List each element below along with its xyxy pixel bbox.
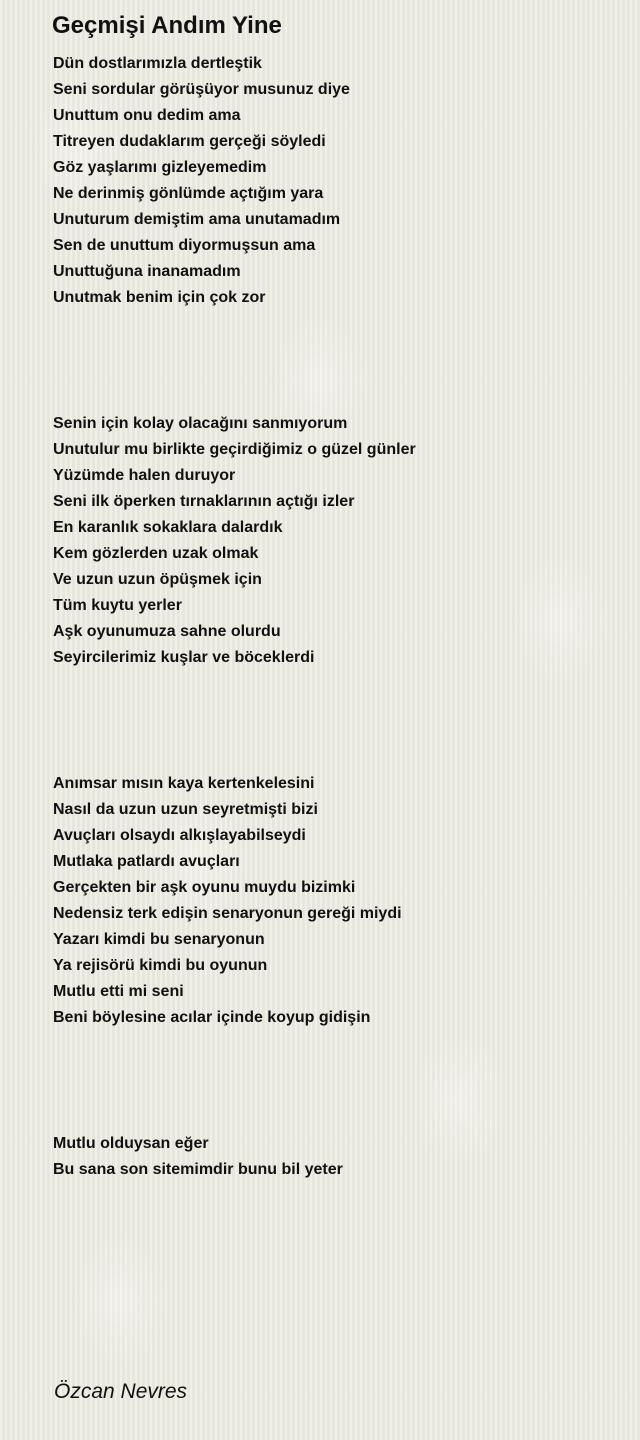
poem-line: Yüzümde halen duruyor bbox=[53, 467, 236, 484]
poem-line: Ne derinmiş gönlümde açtığım yara bbox=[53, 185, 324, 202]
poem-line: Dün dostlarımızla dertleştik bbox=[53, 55, 262, 72]
poem-line: Avuçları olsaydı alkışlayabilseydi bbox=[53, 827, 306, 844]
poem-line: Titreyen dudaklarım gerçeği söyledi bbox=[53, 133, 326, 150]
poem-line: Seni ilk öperken tırnaklarının açtığı izler bbox=[53, 493, 355, 510]
poem-line: Anımsar mısın kaya kertenkelesini bbox=[53, 775, 315, 792]
stanza-1 bbox=[53, 51, 350, 311]
poem-line: Unuttuğuna inanamadım bbox=[53, 263, 241, 280]
stanza-2 bbox=[53, 411, 416, 671]
author-name: Özcan Nevres bbox=[54, 1380, 188, 1403]
poem-line: Gerçekten bir aşk oyunu muydu bizimki bbox=[53, 879, 356, 896]
poem-line: Bu sana son sitemimdir bunu bil yeter bbox=[53, 1161, 343, 1178]
poem-line: Mutlu olduysan eğer bbox=[53, 1135, 209, 1152]
poem-line: Unuturum demiştim ama unutamadım bbox=[53, 211, 341, 228]
poem-line: Mutlaka patlardı avuçları bbox=[53, 853, 240, 870]
poem-line: Göz yaşlarımı gizleyemedim bbox=[53, 159, 267, 176]
poem-line: Seyircilerimiz kuşlar ve böceklerdi bbox=[53, 649, 315, 666]
poem-line: Ya rejisörü kimdi bu oyunun bbox=[53, 957, 268, 974]
poem-line: Tüm kuytu yerler bbox=[53, 597, 182, 614]
stanza-4 bbox=[53, 1131, 343, 1183]
poem-line: Unutmak benim için çok zor bbox=[53, 289, 266, 306]
poem-title: Geçmişi Andım Yine bbox=[52, 12, 282, 39]
stanza-3 bbox=[53, 771, 402, 1031]
poem-line: Ve uzun uzun öpüşmek için bbox=[53, 571, 262, 588]
poem-line: Nasıl da uzun uzun seyretmişti bizi bbox=[53, 801, 318, 818]
poem-line: Yazarı kimdi bu senaryonun bbox=[53, 931, 265, 948]
poem-line: Beni böylesine acılar içinde koyup gidişin bbox=[53, 1009, 371, 1026]
poem-line: Sen de unuttum diyormuşsun ama bbox=[53, 237, 316, 254]
poem-line: Kem gözlerden uzak olmak bbox=[53, 545, 259, 562]
poem-line: Mutlu etti mi seni bbox=[53, 983, 184, 1000]
poem-line: Senin için kolay olacağını sanmıyorum bbox=[53, 415, 348, 432]
poem-line: Seni sordular görüşüyor musunuz diye bbox=[53, 81, 350, 98]
poem-line: Unutulur mu birlikte geçirdiğimiz o güzel günler bbox=[53, 441, 416, 458]
poem-line: Nedensiz terk edişin senaryonun gereği miydi bbox=[53, 905, 402, 922]
poem-line: En karanlık sokaklara dalardık bbox=[53, 519, 283, 536]
poem-line: Aşk oyunumuza sahne olurdu bbox=[53, 623, 281, 640]
poem-line: Unuttum onu dedim ama bbox=[53, 107, 241, 124]
